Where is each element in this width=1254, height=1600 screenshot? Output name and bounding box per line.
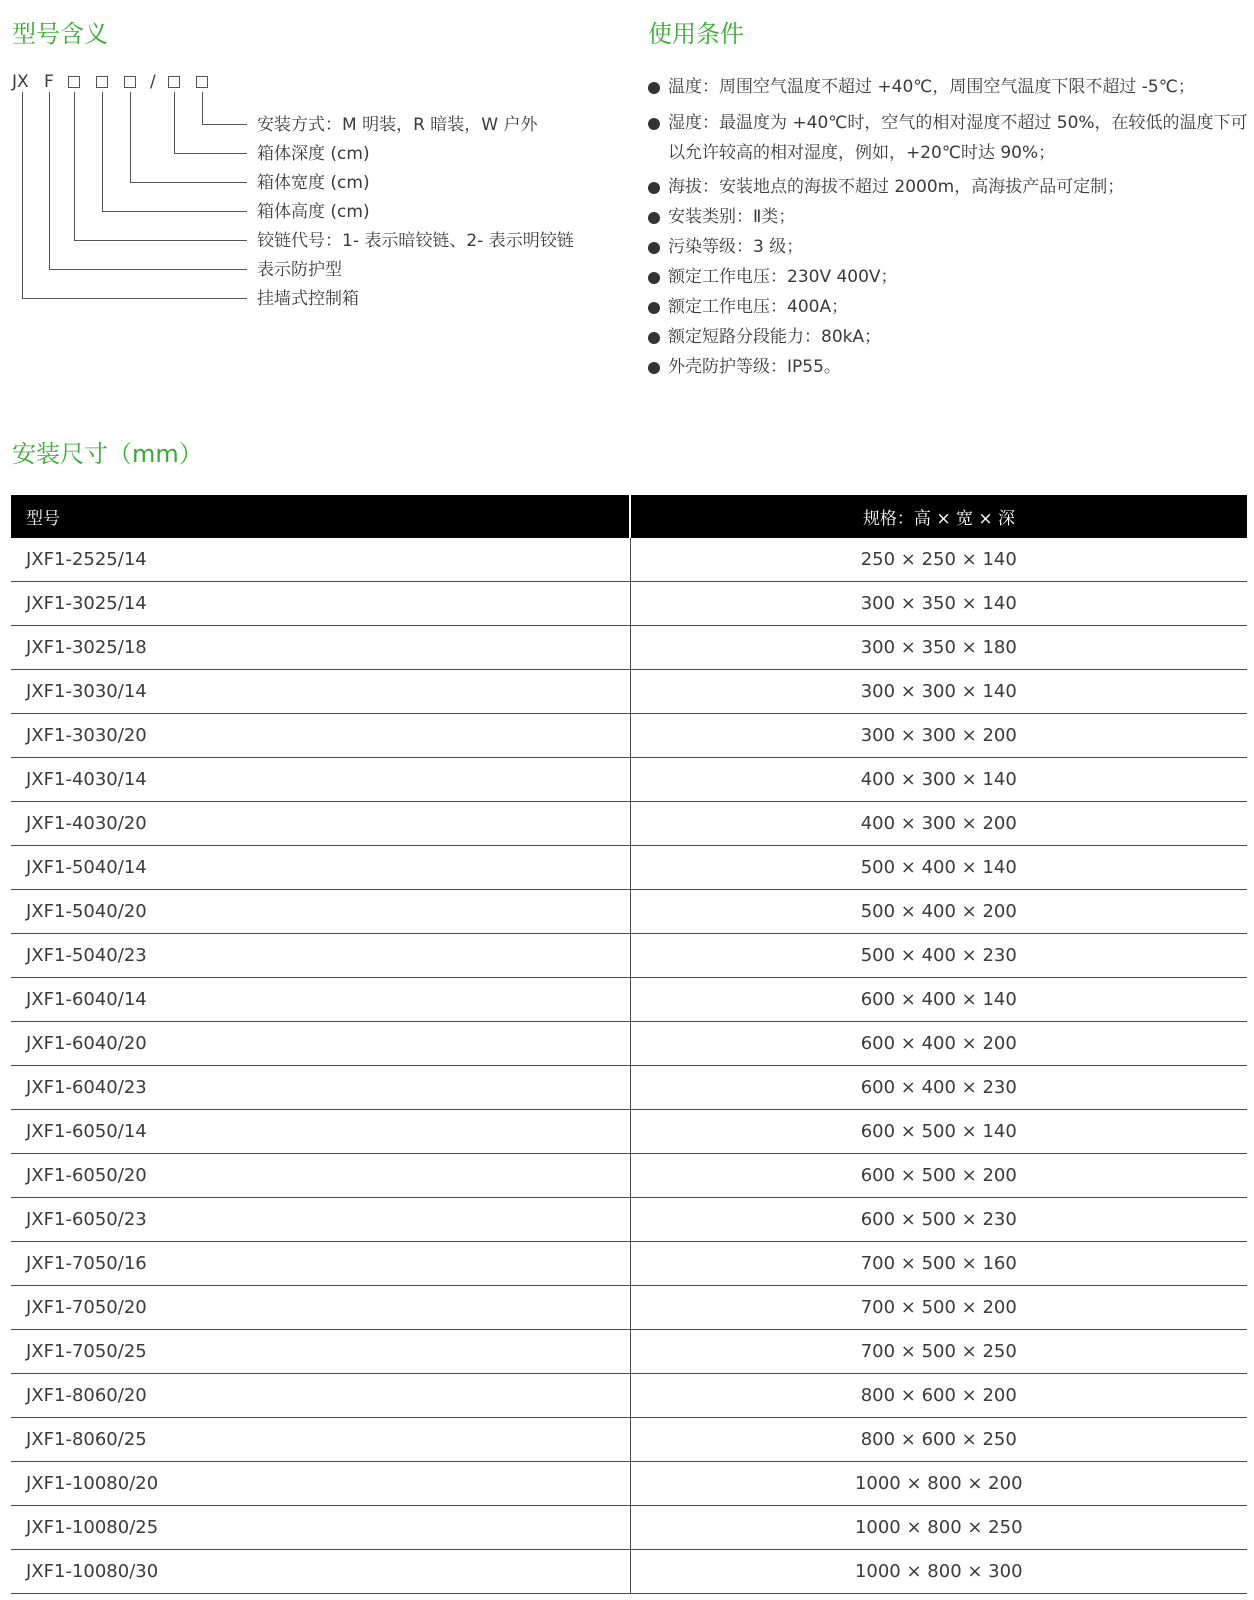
size-cell: 300 × 300 × 200 [630, 714, 1247, 758]
code-slash: / [150, 72, 156, 92]
model-cell: JXF1-6040/20 [11, 1022, 630, 1066]
table-row [11, 1286, 1247, 1330]
model-cell: JXF1-7050/20 [11, 1286, 630, 1330]
legend-protection: 表示防护型 [257, 260, 342, 280]
table-row [11, 758, 1247, 802]
bullet-icon [648, 272, 660, 284]
size-cell: 600 × 500 × 140 [630, 1110, 1247, 1154]
size-cell: 500 × 400 × 230 [630, 934, 1247, 978]
connector-line [202, 124, 247, 125]
size-cell: 700 × 500 × 160 [630, 1242, 1247, 1286]
legend-width: 箱体宽度 (cm) [257, 173, 370, 193]
model-cell: JXF1-6040/14 [11, 978, 630, 1022]
size-cell: 400 × 300 × 200 [630, 802, 1247, 846]
dimensions-table [11, 495, 1247, 1594]
connector-line [202, 92, 203, 124]
legend-depth: 箱体深度 (cm) [257, 144, 370, 164]
table-row [11, 1374, 1247, 1418]
size-cell: 600 × 500 × 200 [630, 1154, 1247, 1198]
column-header-model: 型号 [11, 495, 630, 538]
table-row [11, 978, 1247, 1022]
conditions-title: 使用条件 [648, 20, 744, 48]
legend-wall-box: 挂墙式控制箱 [257, 289, 359, 309]
table-row [11, 1242, 1247, 1286]
size-cell: 800 × 600 × 250 [630, 1418, 1247, 1462]
table-row [11, 846, 1247, 890]
condition-item: 额定短路分段能力：80kA； [648, 322, 1248, 352]
bullet-icon [648, 212, 660, 224]
connector-line [174, 153, 247, 154]
model-cell: JXF1-6050/14 [11, 1110, 630, 1154]
size-cell: 250 × 250 × 140 [630, 538, 1247, 582]
table-row [11, 1110, 1247, 1154]
model-cell: JXF1-5040/23 [11, 934, 630, 978]
condition-item: 额定工作电压：230V 400V； [648, 262, 1248, 292]
model-cell: JXF1-7050/16 [11, 1242, 630, 1286]
model-cell: JXF1-10080/25 [11, 1506, 630, 1550]
model-cell: JXF1-10080/30 [11, 1550, 630, 1594]
model-cell: JXF1-6050/20 [11, 1154, 630, 1198]
model-code-diagram [0, 0, 640, 330]
table-row [11, 626, 1247, 670]
size-cell: 300 × 350 × 140 [630, 582, 1247, 626]
condition-item: 额定工作电压：400A； [648, 292, 1248, 322]
model-cell: JXF1-3025/14 [11, 582, 630, 626]
code-box-install [196, 76, 208, 88]
table-row [11, 890, 1247, 934]
code-box-hinge [68, 76, 80, 88]
bullet-icon [648, 82, 660, 94]
code-box-depth [168, 76, 180, 88]
size-cell: 600 × 400 × 140 [630, 978, 1247, 1022]
bullet-icon [648, 362, 660, 374]
legend-hinge: 铰链代号：1- 表示暗铰链、2- 表示明铰链 [257, 231, 574, 251]
connector-line [102, 92, 103, 211]
model-cell: JXF1-4030/20 [11, 802, 630, 846]
bullet-icon [648, 242, 660, 254]
model-cell: JXF1-3030/14 [11, 670, 630, 714]
size-cell: 500 × 400 × 140 [630, 846, 1247, 890]
model-cell: JXF1-6040/23 [11, 1066, 630, 1110]
connector-line [74, 240, 247, 241]
model-meaning-title: 型号含义 [12, 20, 108, 48]
size-cell: 300 × 350 × 180 [630, 626, 1247, 670]
table-row [11, 714, 1247, 758]
connector-line [22, 298, 247, 299]
table-row [11, 1022, 1247, 1066]
size-cell: 600 × 400 × 230 [630, 1066, 1247, 1110]
model-cell: JXF1-7050/25 [11, 1330, 630, 1374]
table-row [11, 538, 1247, 582]
size-cell: 700 × 500 × 200 [630, 1286, 1247, 1330]
model-cell: JXF1-3030/20 [11, 714, 630, 758]
size-cell: 1000 × 800 × 300 [630, 1550, 1247, 1594]
table-row [11, 582, 1247, 626]
legend-install-mode: 安装方式：M 明装，R 暗装，W 户外 [257, 115, 538, 135]
model-cell: JXF1-3025/18 [11, 626, 630, 670]
size-cell: 1000 × 800 × 200 [630, 1462, 1247, 1506]
code-prefix: JX [12, 72, 29, 92]
size-cell: 300 × 300 × 140 [630, 670, 1247, 714]
bullet-icon [648, 118, 660, 130]
conditions-list [648, 72, 1248, 382]
connector-line [102, 211, 247, 212]
bullet-icon [648, 302, 660, 314]
size-cell: 400 × 300 × 140 [630, 758, 1247, 802]
bullet-icon [648, 182, 660, 194]
model-cell: JXF1-2525/14 [11, 538, 630, 582]
size-cell: 500 × 400 × 200 [630, 890, 1247, 934]
connector-line [130, 182, 247, 183]
connector-line [49, 92, 50, 269]
table-row [11, 1418, 1247, 1462]
model-cell: JXF1-8060/20 [11, 1374, 630, 1418]
table-row [11, 1066, 1247, 1110]
table-row [11, 1330, 1247, 1374]
table-row [11, 1550, 1247, 1594]
size-cell: 800 × 600 × 200 [630, 1374, 1247, 1418]
table-row [11, 1462, 1247, 1506]
table-row [11, 802, 1247, 846]
size-cell: 600 × 500 × 230 [630, 1198, 1247, 1242]
size-cell: 1000 × 800 × 250 [630, 1506, 1247, 1550]
bullet-icon [648, 332, 660, 344]
table-row [11, 1154, 1247, 1198]
table-header-row [11, 495, 1247, 538]
code-letter: F [44, 72, 54, 92]
condition-item: 湿度：最温度为 +40℃时，空气的相对湿度不超过 50%，在较低的温度下可以允许较高的相对湿度，例如，+20℃时达 90%； [648, 108, 1248, 168]
table-row [11, 670, 1247, 714]
connector-line [174, 92, 175, 153]
model-cell: JXF1-4030/14 [11, 758, 630, 802]
connector-line [49, 269, 247, 270]
connector-line [74, 92, 75, 240]
condition-item: 安装类别：Ⅱ类； [648, 202, 1248, 232]
table-row [11, 1198, 1247, 1242]
column-header-size: 规格：高 × 宽 × 深 [630, 495, 1247, 538]
size-cell: 600 × 400 × 200 [630, 1022, 1247, 1066]
model-cell: JXF1-6050/23 [11, 1198, 630, 1242]
condition-item: 海拔：安装地点的海拔不超过 2000m，高海拔产品可定制； [648, 172, 1248, 202]
model-cell: JXF1-5040/20 [11, 890, 630, 934]
model-cell: JXF1-10080/20 [11, 1462, 630, 1506]
code-box-height [96, 76, 108, 88]
code-box-width [124, 76, 136, 88]
legend-height: 箱体高度 (cm) [257, 202, 370, 222]
model-cell: JXF1-8060/25 [11, 1418, 630, 1462]
dimensions-title: 安装尺寸（mm） [12, 440, 203, 468]
condition-item: 污染等级：3 级； [648, 232, 1248, 262]
condition-item: 外壳防护等级：IP55。 [648, 352, 1248, 382]
condition-item: 温度：周围空气温度不超过 +40℃，周围空气温度下限不超过 -5℃； [648, 72, 1248, 102]
connector-line [130, 92, 131, 182]
table-row [11, 1506, 1247, 1550]
table-row [11, 934, 1247, 978]
model-cell: JXF1-5040/14 [11, 846, 630, 890]
size-cell: 700 × 500 × 250 [630, 1330, 1247, 1374]
connector-line [22, 92, 23, 298]
